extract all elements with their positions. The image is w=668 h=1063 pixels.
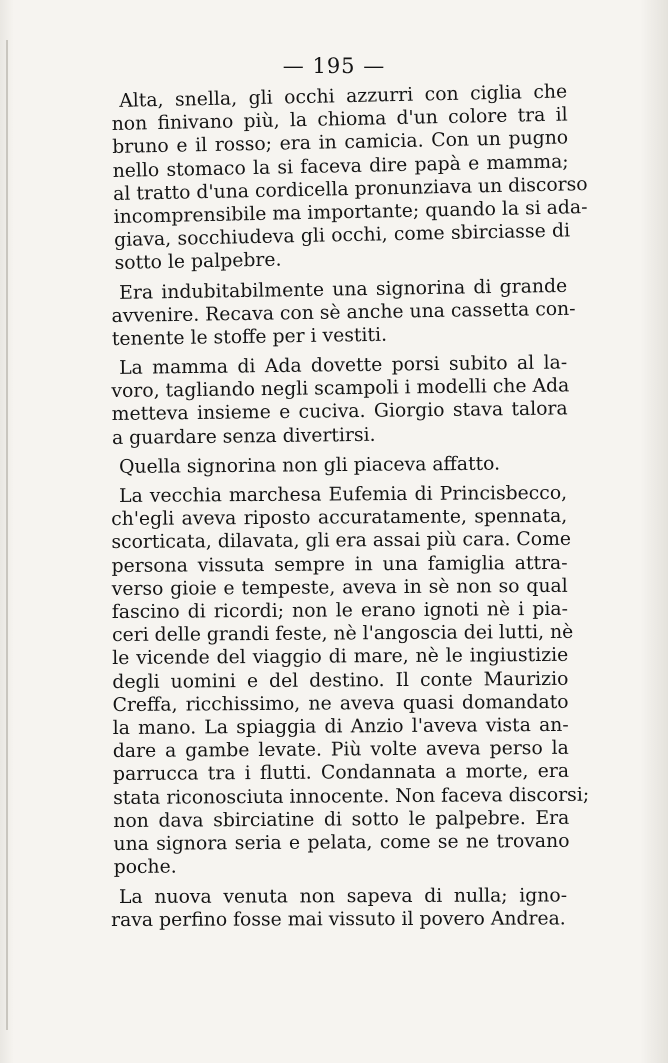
text-line: avvenire. Recava con sè anche una cassetta con- xyxy=(111,298,576,327)
text-line: rava perfino fosse mai vissuto il povero Andrea. xyxy=(111,908,566,931)
text-line: non dava sbirciatine di sotto le palpebre. Era xyxy=(113,807,570,833)
text-line: bruno e il rosso; era in camicia. Con un pugno xyxy=(111,127,569,159)
text-line: dare a gambe levate. Più volte aveva perso la xyxy=(112,738,569,763)
text-line: ch'egli aveva riposto accuratamente, spennata, xyxy=(111,506,568,531)
text-line: Era indubitabilmente una signorina di grande xyxy=(119,275,568,304)
text-line: parrucca tra i flutti. Condannata a morte, era xyxy=(112,761,570,786)
text-line: tenente le stoffe per i vestiti. xyxy=(111,324,388,351)
text-line: incomprensibile ma importante; quando la si ada- xyxy=(113,197,588,228)
text-line: La nuova venuta non sapeva di nulla; igno- xyxy=(119,885,568,908)
paragraph xyxy=(111,884,567,932)
text-line: giava, socchiudeva gli occhi, come sbirciasse di xyxy=(113,220,571,252)
text-line: le vicende del viaggio di mare, nè le ingiustizie xyxy=(112,645,569,670)
text-line: poche. xyxy=(113,857,177,879)
text-line: la mano. La spiaggia di Anzio l'aveva vista an- xyxy=(112,715,569,740)
body-text xyxy=(111,81,590,938)
text-line: al tratto d'una cordicella pronunziava un discorso xyxy=(112,173,588,205)
text-line: sotto le palpebre. xyxy=(114,249,282,275)
text-line: degli uomini e del destino. Il conte Maurizio xyxy=(112,668,569,693)
text-line: una signora seria e pelata, come se ne trovano xyxy=(113,831,570,856)
paragraph xyxy=(111,80,588,275)
text-line: verso gioie e tempeste, aveva in sè non so qual xyxy=(111,575,568,601)
text-line: Creffa, ricchissimo, ne aveva quasi domandato xyxy=(112,691,569,717)
text-line: ceri delle grandi feste, nè l'angoscia dei lutti, nè xyxy=(111,622,574,647)
text-line: metteva insieme e cuciva. Giorgio stava talora xyxy=(111,399,568,426)
text-line: Quella signorina non gli piaceva affatto. xyxy=(119,453,501,478)
text-line: fascino di ricordi; non le erano ignoti nè i pia- xyxy=(111,599,568,624)
paragraph xyxy=(111,452,567,479)
text-line: Alta, snella, gli occhi azzurri con ciglia che xyxy=(119,81,568,112)
page-edge-shadow xyxy=(6,40,8,1030)
text-line: voro, tagliando negli scampoli i modelli che Ada xyxy=(111,375,570,403)
text-line: non finivano più, la chioma d'un colore tra il xyxy=(111,104,568,136)
text-line: scorticata, dilavata, gli era assai più cara. Come xyxy=(111,529,572,554)
paragraph xyxy=(111,352,568,450)
paragraph xyxy=(111,274,576,351)
text-line: a guardare senza divertirsi. xyxy=(111,424,376,449)
text-line: persona vissuta sempre in una famiglia attra- xyxy=(111,552,568,577)
text-line: nello stomaco la si faceva dire papà e mamma; xyxy=(112,151,569,182)
page-number: — 195 — xyxy=(282,54,386,78)
text-line: stata riconosciuta innocente. Non faceva discorsi; xyxy=(113,784,590,809)
text-line: La mamma di Ada dovette porsi subito al la- xyxy=(119,352,568,380)
paragraph xyxy=(111,482,590,880)
text-line: La vecchia marchesa Eufemia di Princisbecco, xyxy=(119,483,568,508)
